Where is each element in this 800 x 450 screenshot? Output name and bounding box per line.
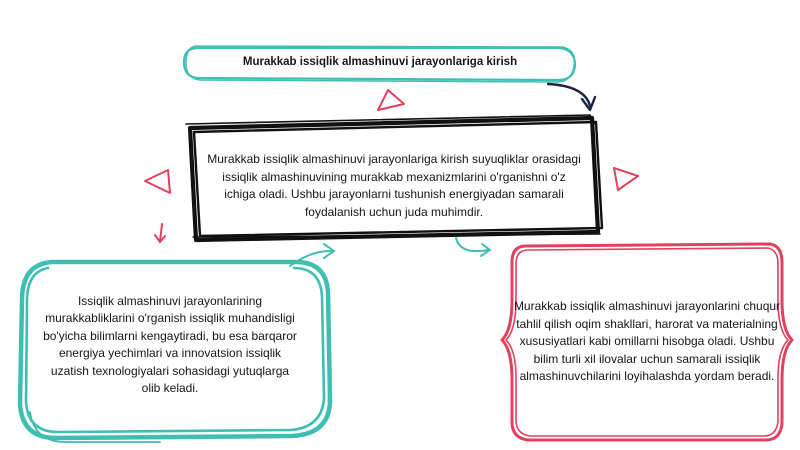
title-to-center-arrow xyxy=(548,84,595,110)
title-text: Murakkab issiqlik almashinuvi jarayonlariga kirish xyxy=(242,56,518,69)
center-to-right-arrow xyxy=(456,238,490,256)
triangle-marker-right xyxy=(614,168,638,190)
right-text: Murakkab issiqlik almashinuvi jarayonlarini chuqur tahlil qilish oqim shakllari, harorat va materialning xususiyatlari kabi omillarni hisobga oladi. Ushbu bilim turli xil ilovalar uchun samarali issiqlik almashinuvchilarini loyihalashda yordam beradi. xyxy=(513,299,781,384)
triangle-marker-left xyxy=(145,170,170,193)
left-text: Issiqlik almashinuvi jarayonlarining murakkabliklarini o'rganish issiqlik muhandisligi bo'yicha bilimlarni kengaytiradi, bu esa barqaror energiya yechimlari va innovatsion issiqlik uzatish texnologiyalari sohasidagi yutuqlarga olib keladi. xyxy=(43,293,297,395)
triangle-marker-top xyxy=(378,90,404,110)
small-pink-arrow xyxy=(155,224,165,242)
center-text: Murakkab issiqlik almashinuvi jarayonlariga kirish suyuqliklar orasidagi issiqlik almashinuvining murakkab mexanizmlarini o'rganishni o'z ichiga oladi. Ushbu jarayonlarni tushunish energiyadan samarali foydalanish uchun juda muhimdir. xyxy=(207,152,581,219)
